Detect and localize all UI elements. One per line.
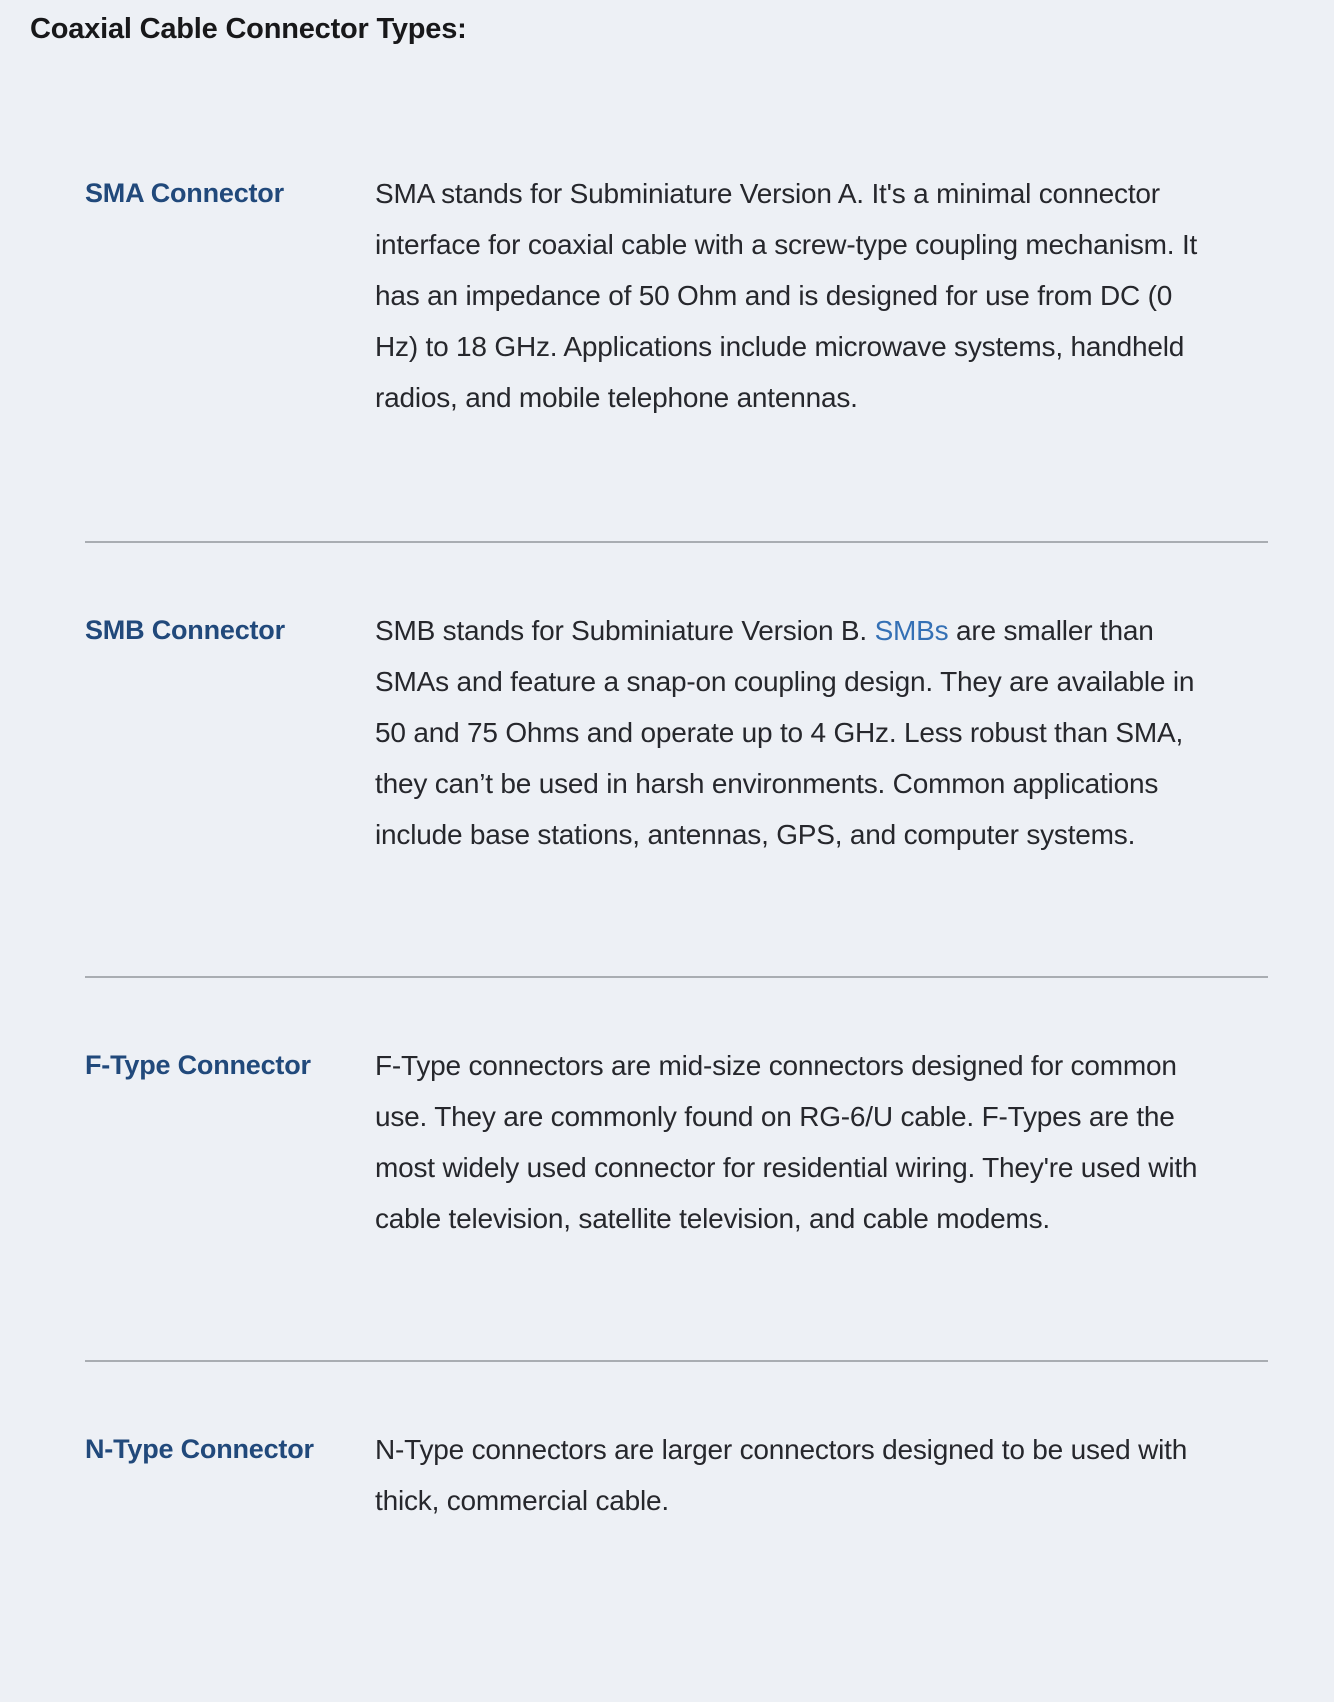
desc-smb-connector [375,605,1215,860]
desc-n-type-text: N-Type connectors are larger connectors designed to be used with thick, commercial cable. [375,1434,1188,1516]
smbs-link[interactable]: SMBs [874,615,949,646]
page-title: Coaxial Cable Connector Types: [30,13,467,45]
section-f-type [85,978,1268,1360]
desc-smb-text-after: are smaller than SMAs and feature a snap-on coupling design. They are available in 50 and 75 Ohms and operate up to 4 GHz. Less robust than SMA, they can’t be used in harsh environments. Common applications include base stations, antennas, GPS, and computer systems. [375,615,1195,850]
term-sma-connector: SMA Connector [85,178,284,208]
term-f-type-connector: F-Type Connector [85,1050,311,1080]
section-sma [85,168,1268,541]
desc-n-type-connector [375,1424,1215,1526]
section-n-type [85,1362,1268,1526]
desc-sma-text: SMA stands for Subminiature Version A. It's a minimal connector interface for coaxial cable with a screw-type coupling mechanism. It has an impedance of 50 Ohm and is designed for use from DC (0 Hz) to 18 GHz. Applications include microwave systems, handheld radios, and mobile telephone antennas. [375,178,1198,413]
desc-sma-connector [375,168,1215,423]
term-n-type-connector: N-Type Connector [85,1434,314,1464]
definition-list [85,168,1268,1526]
desc-f-type-connector [375,1040,1215,1244]
desc-f-type-text: F-Type connectors are mid-size connectors designed for common use. They are commonly found on RG-6/U cable. F-Types are the most widely used connector for residential wiring. They're used with cable television, satellite television, and cable modems. [375,1050,1198,1234]
section-smb [85,543,1268,976]
desc-smb-text-before: SMB stands for Subminiature Version B. [375,615,875,646]
term-smb-connector: SMB Connector [85,615,285,645]
